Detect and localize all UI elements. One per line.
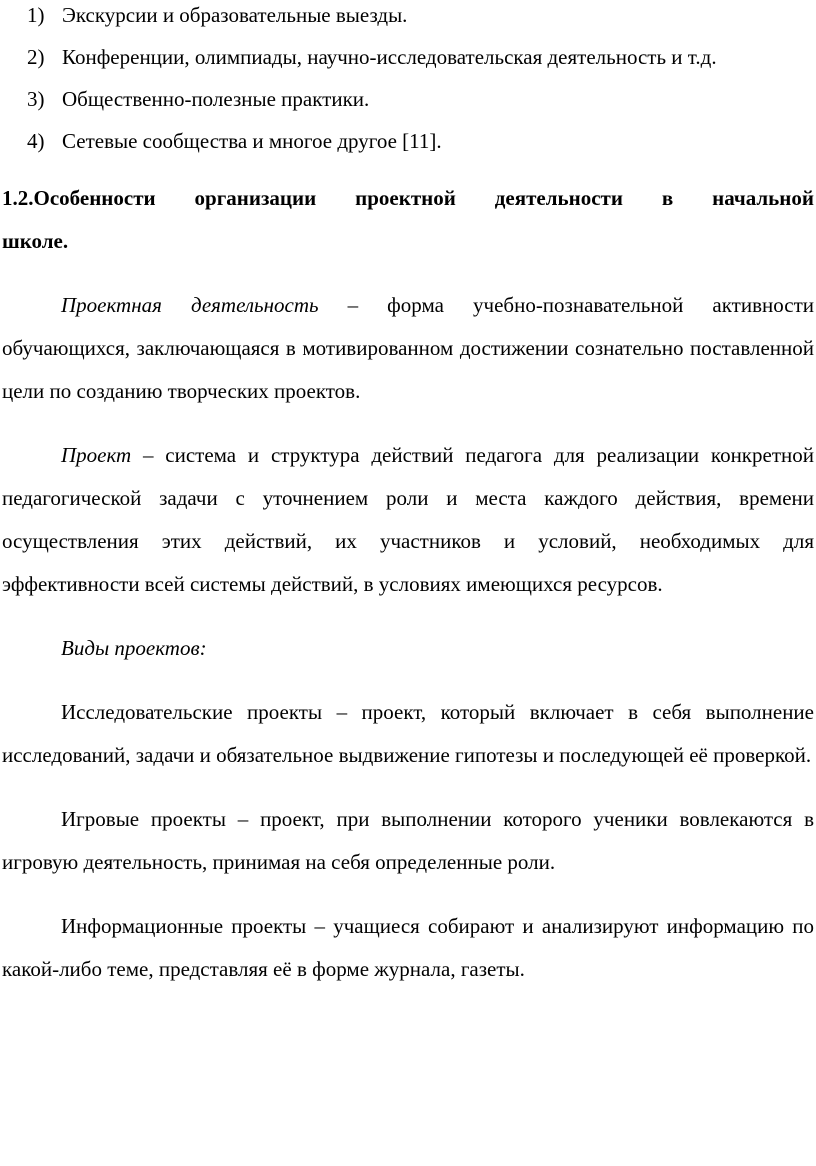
activity-list — [2, 0, 814, 162]
list-number: 3) — [27, 87, 45, 111]
list-number: 4) — [27, 129, 45, 153]
list-number: 1) — [27, 3, 45, 27]
spacer — [2, 263, 814, 284]
spacer — [2, 884, 814, 905]
definition-project-activity: – форма учебно-познавательной активности обучающихся, заключающаяся в мотивированном достижении сознательно поставленной цели по созданию творческих проектов. — [2, 293, 814, 403]
section-heading-line1: 1.2.Особенности организации проектной деятельности в начальной — [2, 186, 814, 210]
paragraph-research-projects: Исследовательские проекты – проект, который включает в себя выполнение исследований, задачи и обязательное выдвижение гипотезы и последующей её проверкой. — [2, 700, 814, 767]
paragraph-game-projects: Игровые проекты – проект, при выполнении которого ученики вовлекаются в игровую деятельность, принимая на себя определенные роли. — [2, 807, 814, 874]
paragraph-project-activity — [2, 284, 814, 413]
list-item — [2, 78, 814, 120]
list-item-text: Конференции, олимпиады, научно-исследовательская деятельность и т.д. — [62, 45, 717, 69]
spacer — [2, 413, 814, 434]
list-number: 2) — [27, 45, 45, 69]
definition-project: – система и структура действий педагога для реализации конкретной педагогической задачи с уточнением роли и места каждого действия, времени осуществления этих действий, их участников и условий, необходимых для эффективности всей системы действий, в условиях имеющихся ресурсов. — [2, 443, 814, 596]
list-item — [2, 0, 814, 36]
document-page — [2, 0, 814, 991]
spacer — [2, 670, 814, 691]
spacer — [2, 606, 814, 627]
project-types-heading: Виды проектов: — [61, 636, 207, 660]
list-item — [2, 36, 814, 78]
section-heading — [2, 177, 814, 263]
list-item-text: Экскурсии и образовательные выезды. — [62, 3, 408, 27]
section-heading-line2: школе. — [2, 229, 69, 253]
term-project: Проект — [61, 443, 132, 467]
spacer — [2, 777, 814, 798]
list-item-text: Сетевые сообщества и многое другое [11]. — [62, 129, 442, 153]
list-item-text: Общественно-полезные практики. — [62, 87, 370, 111]
paragraph-project — [2, 434, 814, 606]
paragraph-information-projects: Информационные проекты – учащиеся собирают и анализируют информацию по какой-либо теме, представляя её в форме журнала, газеты. — [2, 914, 814, 981]
term-project-activity: Проектная деятельность — [61, 293, 319, 317]
list-item — [2, 120, 814, 162]
